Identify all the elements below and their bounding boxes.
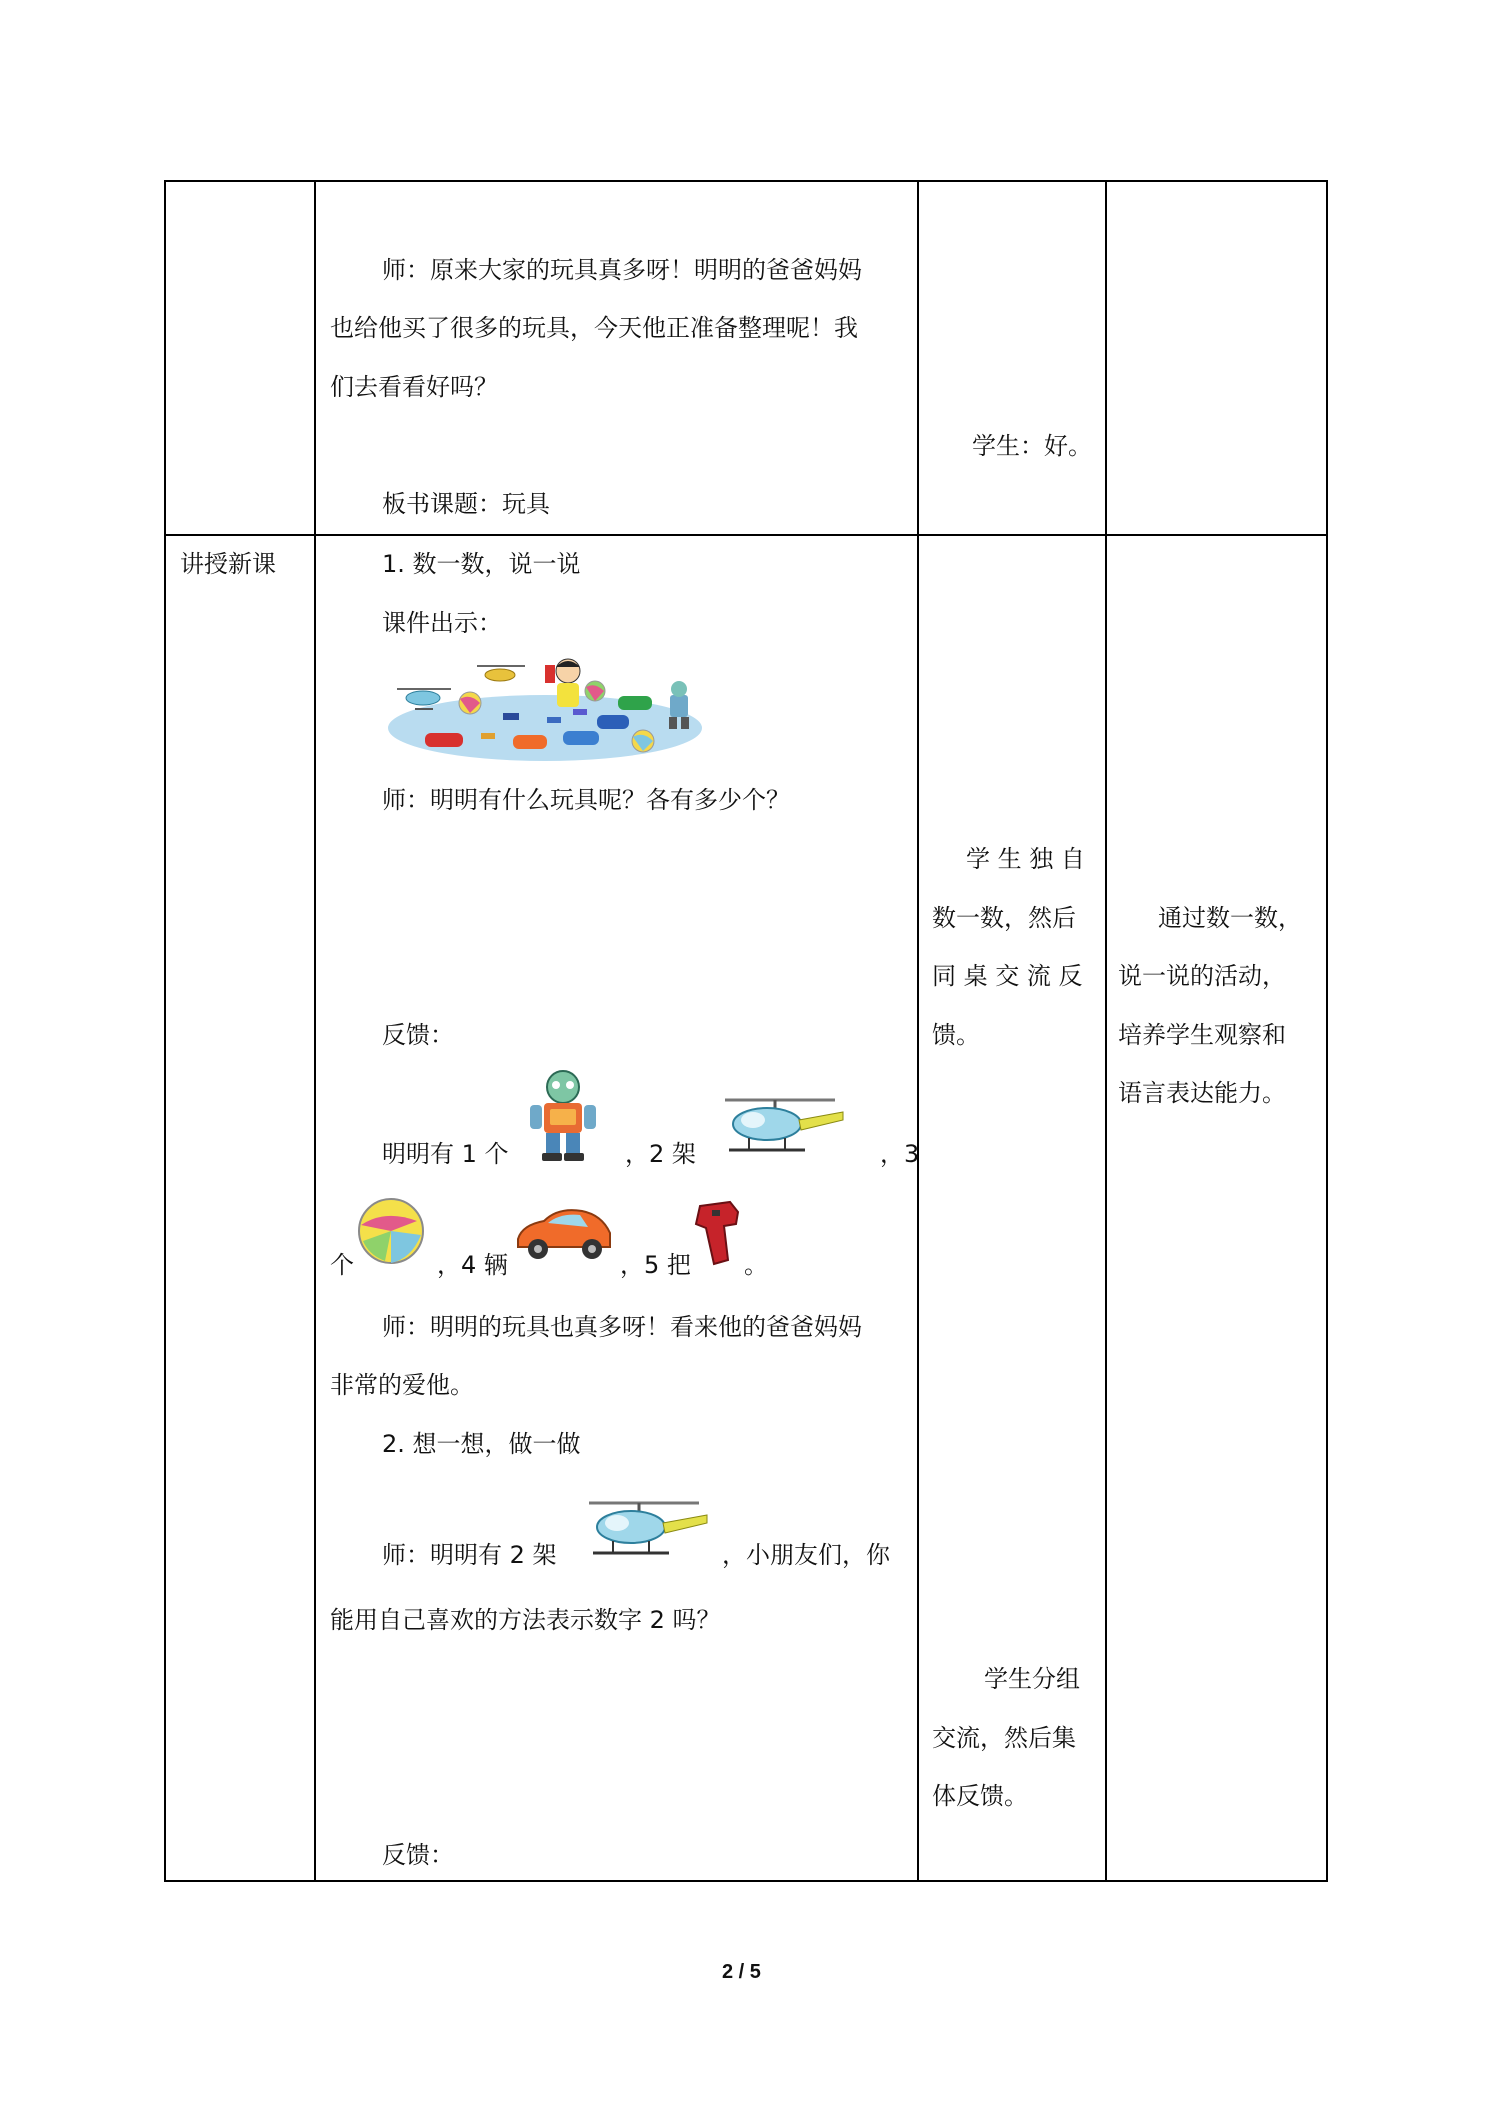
- table-border-top: [164, 180, 1328, 182]
- row1-paragraph-line1: 师：原来大家的玩具真多呀！明明的爸爸妈妈: [382, 256, 862, 284]
- helicopter-toy-icon-2: [568, 1493, 718, 1561]
- feedback-label-2: 反馈：: [382, 1841, 454, 1869]
- student-activity-a3: 同 桌 交 流 反: [932, 962, 1083, 990]
- question-helicopter-text: 师：明明有 2 架: [382, 1541, 557, 1569]
- water-gun-toy-icon: [690, 1198, 744, 1268]
- paragraph-love-line1: 师：明明的玩具也真多呀！看来他的爸爸妈妈: [382, 1313, 862, 1341]
- table-row-divider: [164, 534, 1328, 536]
- table-col-divider-1: [314, 180, 316, 1882]
- robot-toy-icon: [524, 1067, 602, 1163]
- table-border-right: [1326, 180, 1328, 1882]
- ball-toy-icon: [355, 1195, 427, 1267]
- paragraph-love-line2: 非常的爱他。: [330, 1371, 474, 1399]
- question-express-two: 能用自己喜欢的方法表示数字 2 吗？: [330, 1606, 721, 1634]
- table-border-bottom: [164, 1880, 1328, 1882]
- section1-title: 1. 数一数，说一说: [382, 550, 581, 578]
- student-activity-a2: 数一数，然后: [932, 904, 1076, 932]
- count-car-text: ，4 辆: [437, 1251, 508, 1279]
- table-col-divider-2: [917, 180, 919, 1882]
- count-gun-text: ，5 把: [620, 1251, 691, 1279]
- table-col-divider-3: [1105, 180, 1107, 1882]
- student-activity-b1: 学生分组: [984, 1665, 1080, 1693]
- count-ball-text-a: ，3: [880, 1140, 920, 1168]
- purpose-line3: 培养学生观察和: [1118, 1021, 1286, 1049]
- toy-scene-illustration: [385, 653, 705, 763]
- section2-title: 2. 想一想，做一做: [382, 1430, 581, 1458]
- feedback-label-1: 反馈：: [382, 1021, 454, 1049]
- question-kids-text: ，小朋友们，你: [722, 1541, 890, 1569]
- courseware-label: 课件出示：: [382, 609, 502, 637]
- row1-paragraph-line3: 们去看看好吗？: [330, 373, 498, 401]
- table-border-left: [164, 180, 166, 1882]
- student-activity-b3: 体反馈。: [932, 1782, 1028, 1810]
- row2-stage-label: 讲授新课: [180, 550, 276, 578]
- row1-student-response: 学生：好。: [972, 432, 1092, 460]
- purpose-line2: 说一说的活动，: [1118, 962, 1286, 990]
- page-number: 2 / 5: [722, 1961, 761, 1983]
- count-ball-text-b: 个: [330, 1251, 354, 1279]
- count-robot-text: 明明有 1 个: [382, 1140, 509, 1168]
- question-what-toys: 师：明明有什么玩具呢？各有多少个？: [382, 786, 790, 814]
- count-end-period: 。: [744, 1251, 768, 1279]
- helicopter-toy-icon: [705, 1090, 853, 1158]
- scene-helicopter-2: [477, 666, 525, 681]
- student-activity-a1: 学 生 独 自: [966, 845, 1085, 873]
- row1-board-title: 板书课题：玩具: [382, 490, 550, 518]
- student-activity-b2: 交流，然后集: [932, 1724, 1076, 1752]
- car-toy-icon: [512, 1203, 616, 1265]
- purpose-line1: 通过数一数，: [1158, 904, 1302, 932]
- row1-paragraph-line2: 也给他买了很多的玩具，今天他正准备整理呢！我: [330, 314, 858, 342]
- student-activity-a4: 馈。: [932, 1021, 980, 1049]
- count-helicopter-text: ，2 架: [625, 1140, 696, 1168]
- purpose-line4: 语言表达能力。: [1118, 1079, 1286, 1107]
